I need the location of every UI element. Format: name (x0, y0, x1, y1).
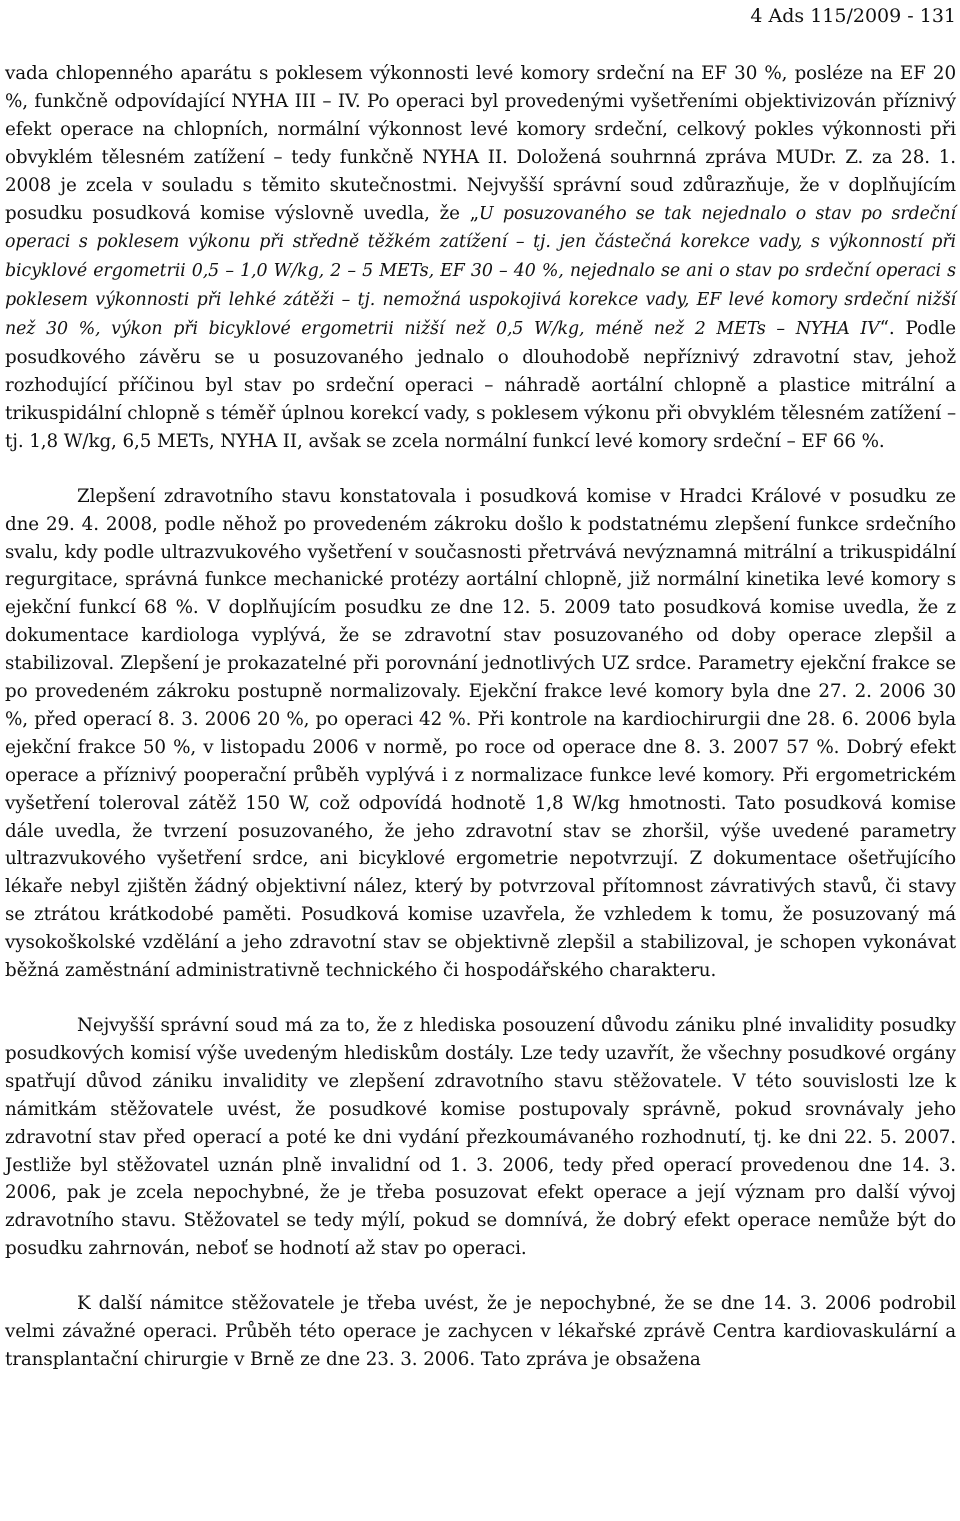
document-body (5, 60, 956, 1374)
paragraph-1 (5, 60, 956, 456)
paragraph-4: K další námitce stěžovatele je třeba uvést, že je nepochybné, že se dne 14. 3. 2006 podrobil velmi závažné operaci. Průběh této operace je zachycen v lékařské zprávě Centra kardiovaskulární a transplantační chirurgie v Brně ze dne 23. 3. 2006. Tato zpráva je obsažena (5, 1293, 956, 1370)
paragraph-1-text: vada chlopenného aparátu s poklesem výkonnosti levé komory srdeční na EF 30 %, posléze na EF 20 %, funkčně odpovídající NYHA III – IV. Po operaci byl provedenými vyšetřeními objektivizován příznivý efekt operace na chlopních, normální výkonnost levé komory srdeční, celkový pokles výkonnosti při obvyklém tělesném zatížení – tedy funkčně NYHA II. Doložená souhrnná zpráva MUDr. Z. za 28. 1. 2008 je zcela v souladu s těmito skutečnostmi. Nejvyšší správní soud zdůrazňuje, že v doplňujícím posudku posudková komise výslovně uvedla, že „ (5, 63, 956, 224)
paragraph-2: Zlepšení zdravotního stavu konstatovala i posudková komise v Hradci Králové v posudku ze dne 29. 4. 2008, podle něhož po provedeném zákroku došlo k podstatnému zlepšení funkce srdečního svalu, kdy podle ultrazvukového vyšetření v současnosti přetrvává nevýznamná mitrální a trikuspidální regurgitace, správná funkce mechanické protézy aortální chlopně, již normální kinetika levé komory s ejekční funkcí 68 %. V doplňujícím posudku ze dne 12. 5. 2009 tato posudková komise uvedla, že z dokumentace kardiologa vyplývá, že se zdravotní stav posuzovaného od doby operace zlepšil a stabilizoval. Zlepšení je prokazatelné při porovnání jednotlivých UZ srdce. Parametry ejekční frakce se po provedeném zákroku postupně normalizovaly. Ejekční frakce levé komory byla dne 27. 2. 2006 30 %, před operací 8. 3. 2006 20 %, po operaci 42 %. Při kontrole na kardiochirurgii dne 28. 6. 2006 byla ejekční frakce 50 %, v listopadu 2006 v normě, po roce od operace dne 8. 3. 2007 57 %. Dobrý efekt operace a příznivý pooperační průběh vyplývá i z normalizace funkce levé komory. Při ergometrickém vyšetření toleroval zátěž 150 W, což odpovídá hodnotě 1,8 W/kg hmotnosti. Tato posudková komise dále uvedla, že tvrzení posuzovaného, že jeho zdravotní stav se zhoršil, výše uvedené parametry ultrazvukového vyšetření srdce, ani bicyklové ergometrie nepotvrzují. Z dokumentace ošetřujícího lékaře nebyl zjištěn žádný objektivní nález, který by potvrzoval přítomnost závrativých stavů, či stavy se ztrátou krátkodobé paměti. Posudková komise uzavřela, že vzhledem k tomu, že posuzovaný má vysokoškolské vzdělání a jeho zdravotní stav se objektivně zlepšil a stabilizoval, je schopen vykonávat běžná zaměstnání administrativně technického či hospodářského charakteru. (5, 485, 956, 982)
case-reference-header: 4 Ads 115/2009 - 131 (750, 5, 956, 27)
paragraph-1-quote: U posuzovaného se tak nejednalo o stav po srdeční operaci s poklesem výkonu při středně těžkém zatížení – tj. jen částečná korekce vady, s výkonností při bicyklové ergometrii 0,5 – 1,0 W/kg, 2 – 5 METs, EF 30 – 40 %, nejednalo se ani o stav po srdeční operaci s poklesem výkonnosti při lehké zátěži – tj. nemožná uspokojivá korekce vady, EF levé komory srdeční nižší než 30 %, výkon při bicyklové ergometrii nižší než 0,5 W/kg, méně než 2 METs – NYHA IV (5, 203, 956, 340)
paragraph-1-continuation: “. Podle posudkového závěru se u posuzovaného jednalo o dlouhodobě nepříznivý zdravotní stav, jehož rozhodující příčinou byl stav po srdeční operaci – náhradě aortální chlopně a plastice mitrální a trikuspidální chlopně s téměř úplnou korekcí vady, s poklesem výkonu při obvyklém tělesném zatížení – tj. 1,8 W/kg, 6,5 METs, NYHA II, avšak se zcela normální funkcí levé komory srdeční – EF 66 %. (5, 318, 956, 452)
paragraph-3: Nejvyšší správní soud má za to, že z hlediska posouzení důvodu zániku plné invalidity posudky posudkových komisí výše uvedeným hlediskům dostály. Lze tedy uzavřít, že všechny posudkové orgány spatřují důvod zániku invalidity ve zlepšení zdravotního stavu stěžovatele. V této souvislosti lze k námitkám stěžovatele uvést, že posudkové komise postupovaly správně, pokud srovnávaly jeho zdravotní stav před operací a poté ke dni vydání přezkoumávaného rozhodnutí, tj. ke dni 22. 5. 2007. Jestliže byl stěžovatel uznán plně invalidní od 1. 3. 2006, tedy před operací provedenou dne 14. 3. 2006, pak je zcela nepochybné, že je třeba posuzovat efekt operace a její význam pro další vývoj zdravotního stavu. Stěžovatel se tedy mýlí, pokud se domnívá, že dobrý efekt operace nemůže být do posudku zahrnován, neboť se hodnotí až stav po operaci. (5, 1015, 956, 1260)
